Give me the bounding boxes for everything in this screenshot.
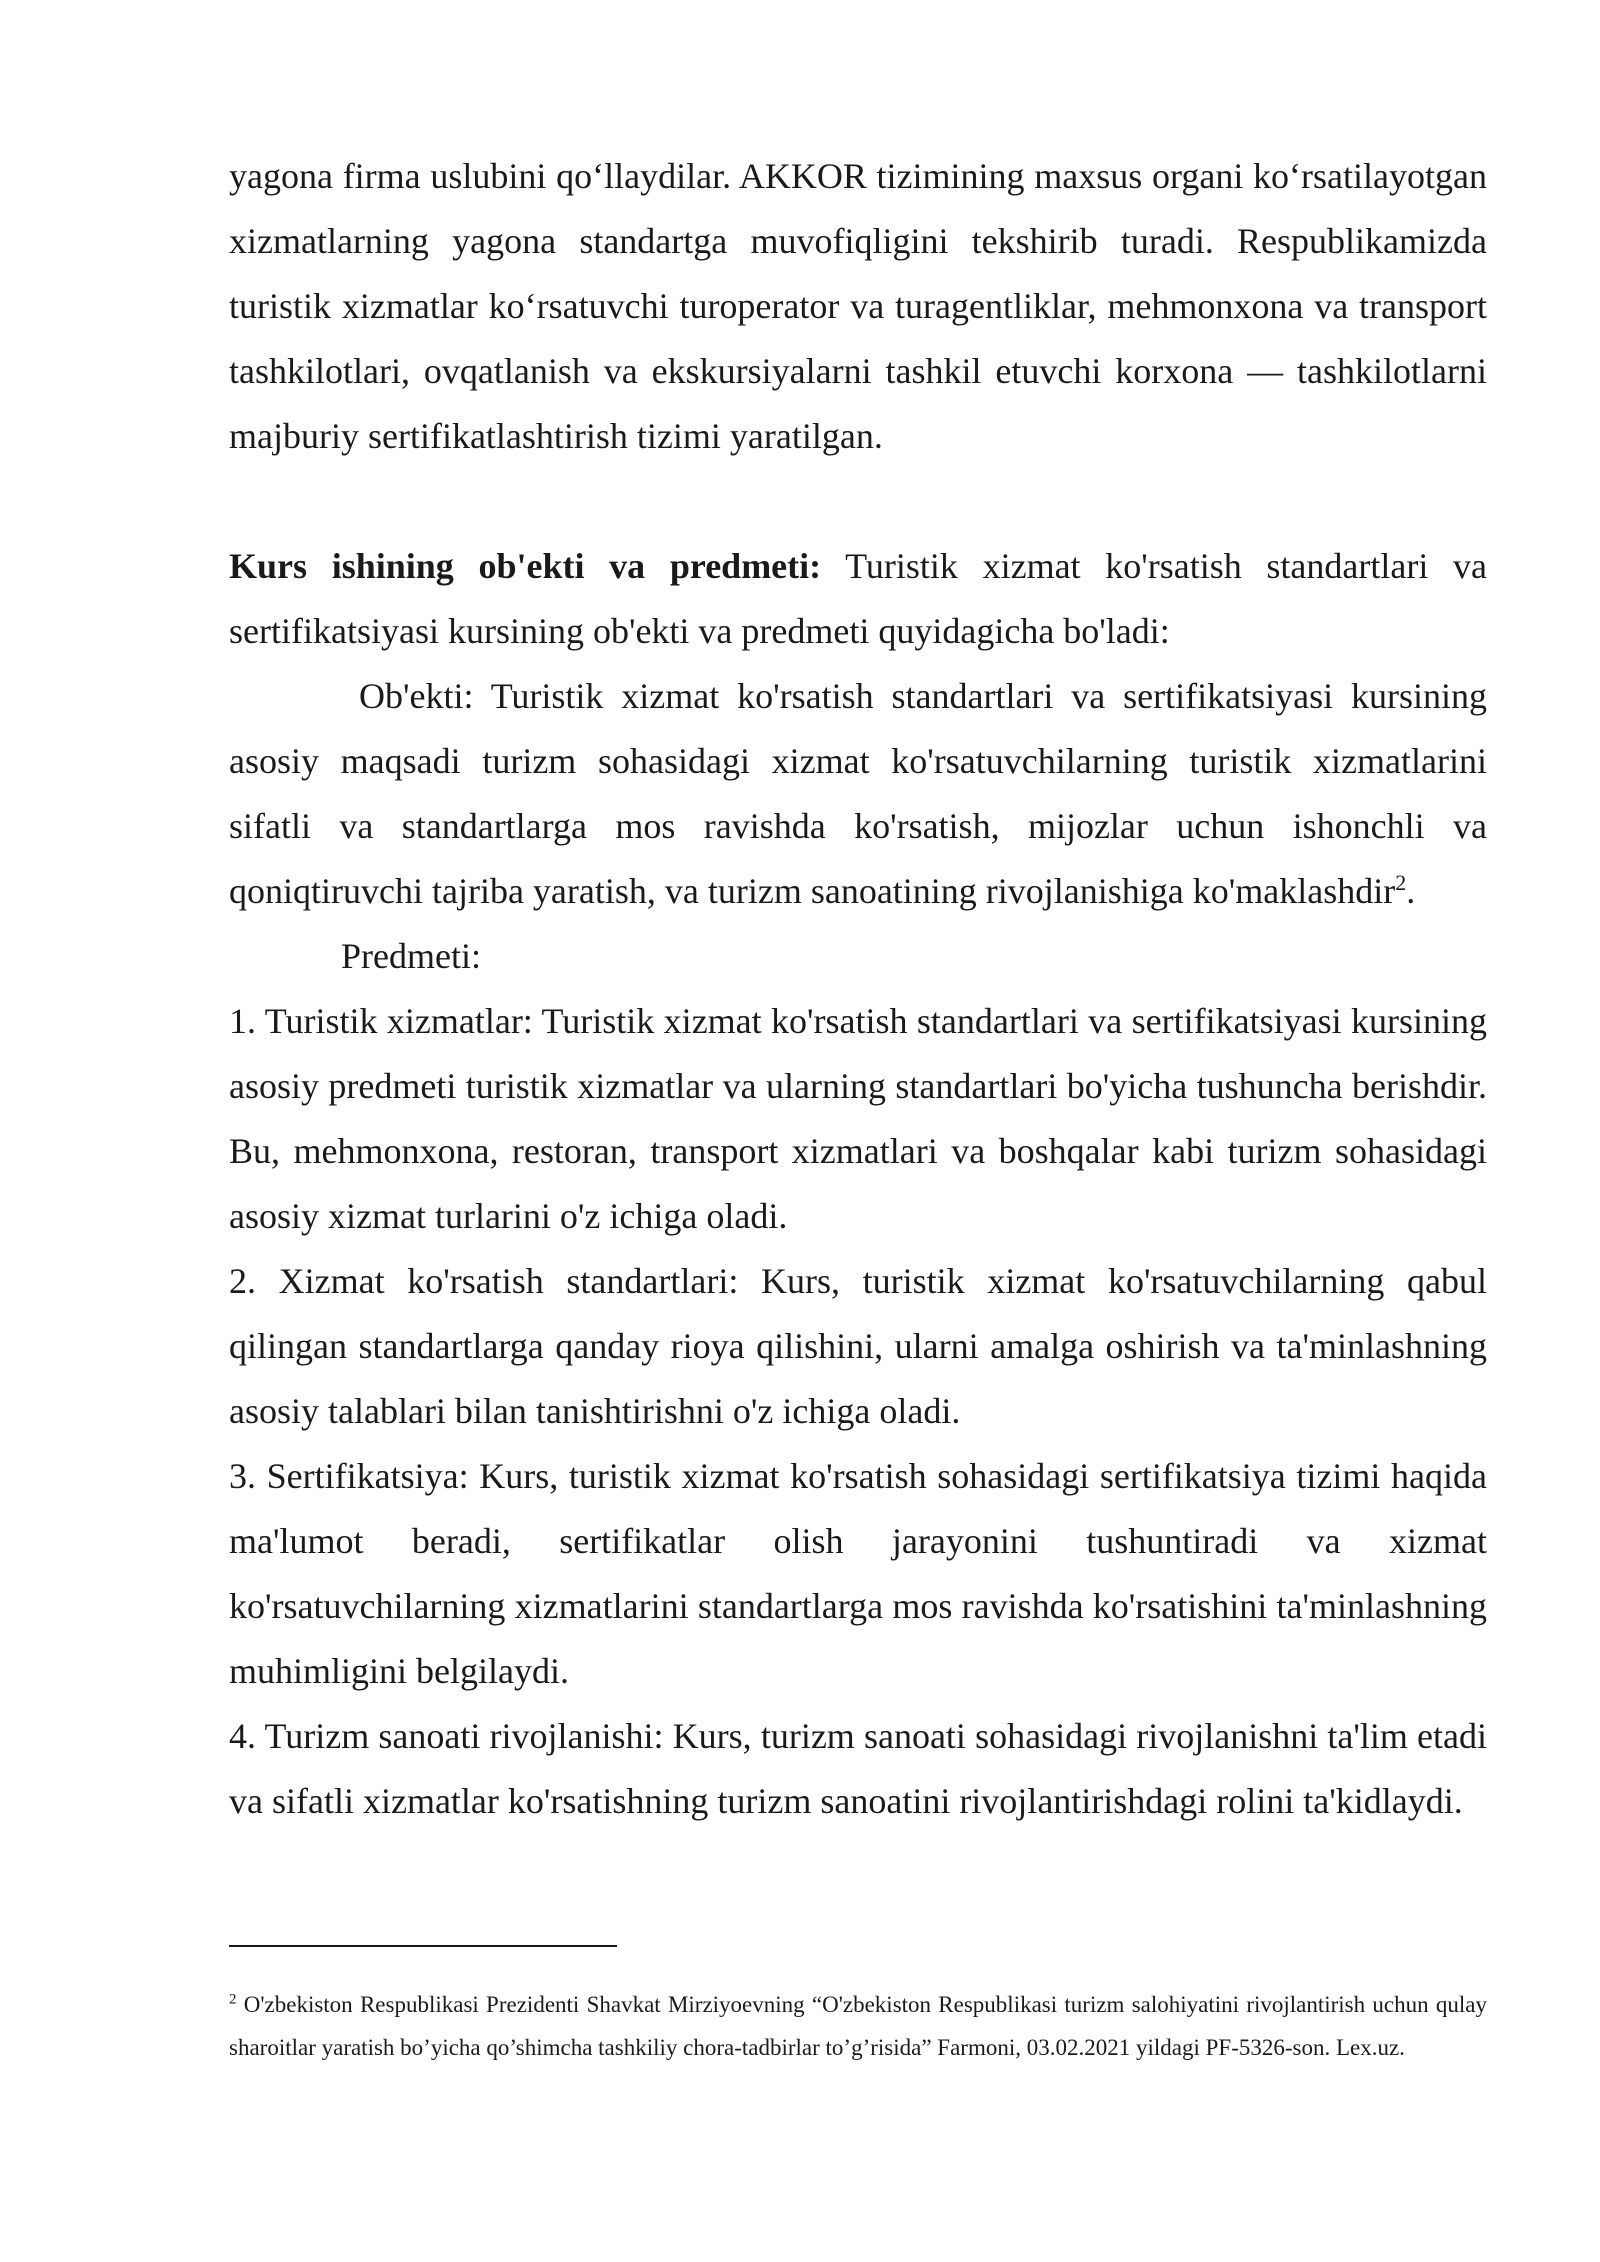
paragraph-spacer <box>229 469 1487 534</box>
section-intro-paragraph <box>229 534 1487 664</box>
footnote-reference[interactable]: 2 <box>1395 870 1407 895</box>
object-paragraph <box>229 664 1487 924</box>
footnote <box>229 1983 1487 2069</box>
footnote-separator <box>229 1945 617 1947</box>
list-item-4: 4. Turizm sanoati rivojlanishi: Kurs, turizm sanoati sohasidagi rivojlanishni ta'lim etadi va sifatli xizmatlar ko'rsatishning turizm sanoatini rivojlantirishdagi rolini ta'kidlaydi. <box>229 1716 1487 1821</box>
object-end: . <box>1406 871 1416 911</box>
list-item-2: 2. Xizmat ko'rsatish standartlari: Kurs, turistik xizmat ko'rsatuvchilarning qabul qilingan standartlarga qanday rioya qilishini, ularni amalga oshirish va ta'minlashning asosiy talablari bilan tanishtirishni o'z ichiga oladi. <box>229 1261 1487 1431</box>
list-item-3: 3. Sertifikatsiya: Kurs, turistik xizmat ko'rsatish sohasidagi sertifikatsiya tizimi haqida ma'lumot beradi, sertifikatlar olish jarayonini tushuntiradi va xizmat ko'rsatuvchilarning xizmatlarini standartlarga mos ravishda ko'rsatishini ta'minlashning muhimligini belgilaydi. <box>229 1456 1487 1691</box>
section-intro-text: Turistik xizmat ko'rsatish standartlari va sertifikatsiyasi kursining ob'ekti va predmeti quyidagicha bo'ladi: <box>229 546 1487 651</box>
list-item-1: 1. Turistik xizmatlar: Turistik xizmat ko'rsatish standartlari va sertifikatsiyasi kursining asosiy predmeti turistik xizmatlar va ularning standartlari bo'yicha tushuncha berishdir. Bu, mehmonxona, restoran, transport xizmatlari va boshqalar kabi turizm sohasidagi asosiy xizmat turlarini o'z ichiga oladi. <box>229 1001 1487 1236</box>
footnote-text: O'zbekiston Respublikasi Prezidenti Shavkat Mirziyoevning “O'zbekiston Respublikasi turizm salohiyatini rivojlantirish uchun qulay sharoitlar yaratish bo’yicha qo’shimcha tashkiliy chora-tadbirlar to’g’risida” Farmoni, 03.02.2021 yildagi PF-5326-son. Lex.uz. <box>229 1992 1487 2060</box>
section-heading: Kurs ishining ob'ekti va predmeti: <box>229 546 822 586</box>
document-body <box>229 144 1487 1834</box>
object-text: Ob'ekti: Turistik xizmat ko'rsatish standartlari va sertifikatsiyasi kursining asosiy maqsadi turizm sohasidagi xizmat ko'rsatuvchilarning turistik xizmatlarini sifatli va standartlarga mos ravishda ko'rsatish, mijozlar uchun ishonchli va qoniqtiruvchi tajriba yaratish, va turizm sanoatining rivojlanishiga ko'maklashdir <box>229 676 1487 911</box>
intro-paragraph: yagona firma uslubini qo‘llaydilar. AKKOR tizimining maxsus organi ko‘rsatilayotgan xizmatlarning yagona standartga muvofiqligini tekshirib turadi. Respublikamizda turistik xizmatlar ko‘rsatuvchi turoperator va turagentliklar, mehmonxona va transport tashkilotlari, ovqatlanish va ekskursiyalarni tashkil etuvchi korxona — tashkilotlarni majburiy sertifikatlashtirish tizimi yaratilgan. <box>229 156 1487 456</box>
footnote-number: 2 <box>229 1991 237 2008</box>
subject-label: Predmeti: <box>341 936 481 976</box>
